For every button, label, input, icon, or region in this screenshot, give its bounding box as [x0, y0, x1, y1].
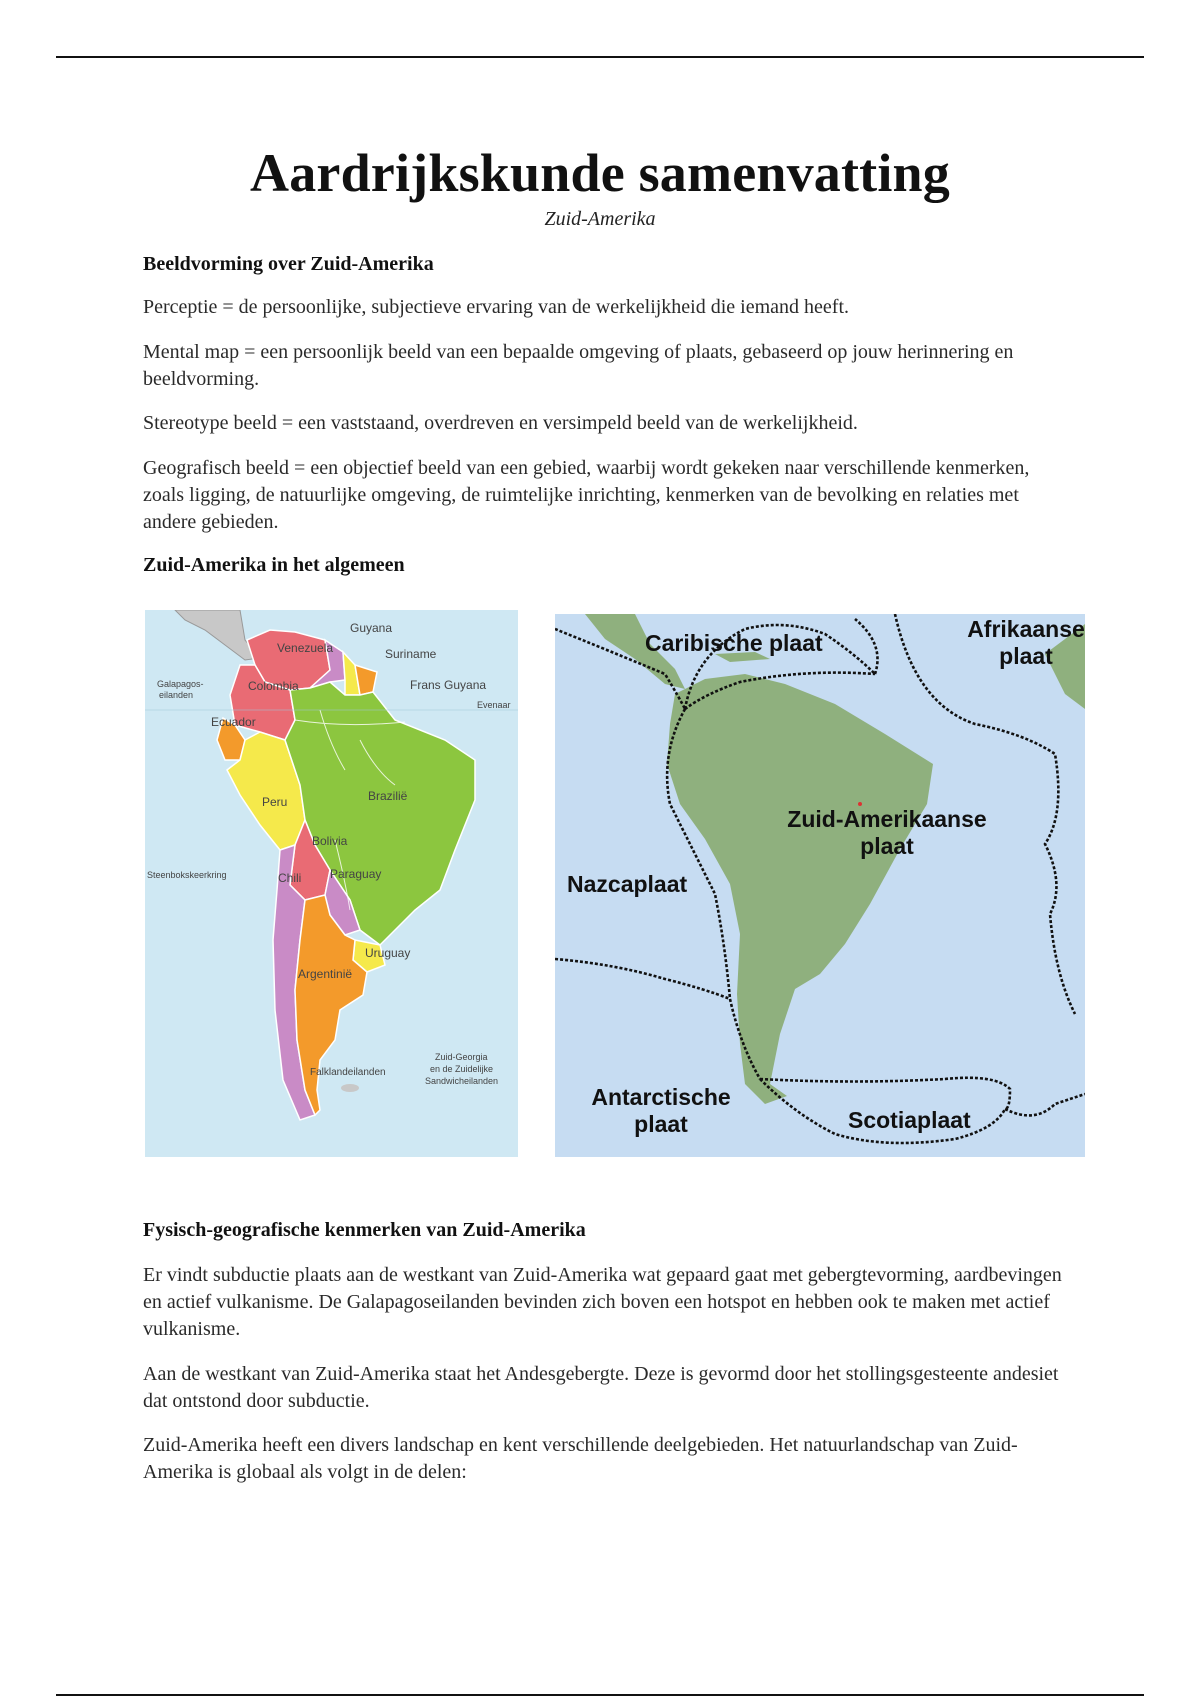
label-galapagos-2: eilanden — [159, 690, 194, 700]
label-steenbokskeerkring: Steenbokskeerkring — [147, 870, 227, 880]
label-bolivia: Bolivia — [312, 834, 348, 848]
label-brazilie: Brazilië — [368, 789, 408, 803]
label-zuidamerikaanse: Zuid-Amerikaanse — [787, 806, 987, 832]
section-heading-fysisch: Fysisch-geografische kenmerken van Zuid-Amerika — [143, 1219, 586, 1241]
label-caribische-plaat: Caribische plaat — [645, 630, 823, 656]
label-guyana: Guyana — [350, 621, 393, 635]
paragraph-subductie: Er vindt subductie plaats aan de westkant van Zuid-Amerika wat gepaard gaat met gebergtevorming, aardbevingen en actief vulkanisme. De Galapagoseilanden bevinden zich boven een hotspot en hebben ook te maken met actief vulkanisme. — [143, 1264, 1062, 1340]
label-scotiaplaat: Scotiaplaat — [848, 1107, 971, 1133]
label-falklandeilanden: Falklandeilanden — [310, 1067, 386, 1078]
label-evenaar: Evenaar — [477, 700, 511, 710]
paragraph-andes: Aan de westkant van Zuid-Amerika staat het Andesgebergte. Deze is gevormd door het stollingsgesteente andesiet dat ontstond door subductie. — [143, 1363, 1059, 1412]
section-heading-algemeen: Zuid-Amerika in het algemeen — [143, 554, 405, 576]
label-ecuador: Ecuador — [211, 715, 256, 729]
label-paraguay: Paraguay — [330, 867, 382, 881]
tectonic-plate-map — [555, 614, 1085, 1157]
label-argentinie: Argentinië — [298, 967, 353, 981]
paragraph-landschap: Zuid-Amerika heeft een divers landschap en kent verschillende deelgebieden. Het natuurlandschap van Zuid-Amerika is globaal als volgt in de delen: — [143, 1434, 1018, 1483]
label-suriname: Suriname — [385, 647, 437, 661]
label-antarctische: Antarctische — [591, 1084, 731, 1110]
label-nazcaplaat: Nazcaplaat — [567, 871, 688, 897]
footer-rule — [56, 1694, 1144, 1696]
label-frans-guyana: Frans Guyana — [410, 678, 487, 692]
label-peru: Peru — [262, 795, 288, 809]
label-zuid-georgia-3: Sandwicheilanden — [425, 1076, 499, 1086]
label-galapagos-1: Galapagos- — [157, 679, 204, 689]
label-uruguay: Uruguay — [365, 946, 411, 960]
label-zuid-georgia-1: Zuid-Georgia — [435, 1052, 488, 1062]
paragraph-perceptie: Perceptie = de persoonlijke, subjectieve ervaring van de werkelijkheid die iemand heeft. — [143, 296, 850, 318]
section-heading-beeldvorming: Beeldvorming over Zuid-Amerika — [143, 253, 434, 275]
falkland-islands-shape — [341, 1084, 359, 1092]
paragraph-stereotype: Stereotype beeld = een vaststaand, overdreven en versimpeld beeld van de werkelijkheid. — [143, 412, 858, 434]
label-colombia: Colombia — [248, 679, 299, 693]
label-afrikaanse: Afrikaanse — [967, 616, 1085, 642]
header-rule — [56, 56, 1144, 58]
label-zuid-georgia-2: en de Zuidelijke — [430, 1064, 494, 1074]
paragraph-geografisch: Geografisch beeld = een objectief beeld van een gebied, waarbij wordt gekeken naar verschillende kenmerken, zoals ligging, de natuurlijke omgeving, de ruimtelijke inrichting, kenmerken van de bevolking en relaties met andere gebieden. — [143, 457, 1030, 533]
label-antarctische-plaat: plaat — [634, 1111, 688, 1137]
label-afrikaanse-plaat: plaat — [999, 643, 1053, 669]
document-subtitle: Zuid-Amerika — [544, 208, 656, 230]
label-venezuela: Venezuela — [277, 641, 334, 655]
political-map-south-america — [145, 610, 518, 1157]
label-chili: Chili — [278, 871, 302, 885]
label-zuidamerikaanse-plaat: plaat — [860, 833, 914, 859]
document-title: Aardrijkskunde samenvatting — [250, 143, 950, 203]
paragraph-mental-map: Mental map = een persoonlijk beeld van een bepaalde omgeving of plaats, gebaseerd op jouw herinnering en beeldvorming. — [143, 341, 1014, 390]
